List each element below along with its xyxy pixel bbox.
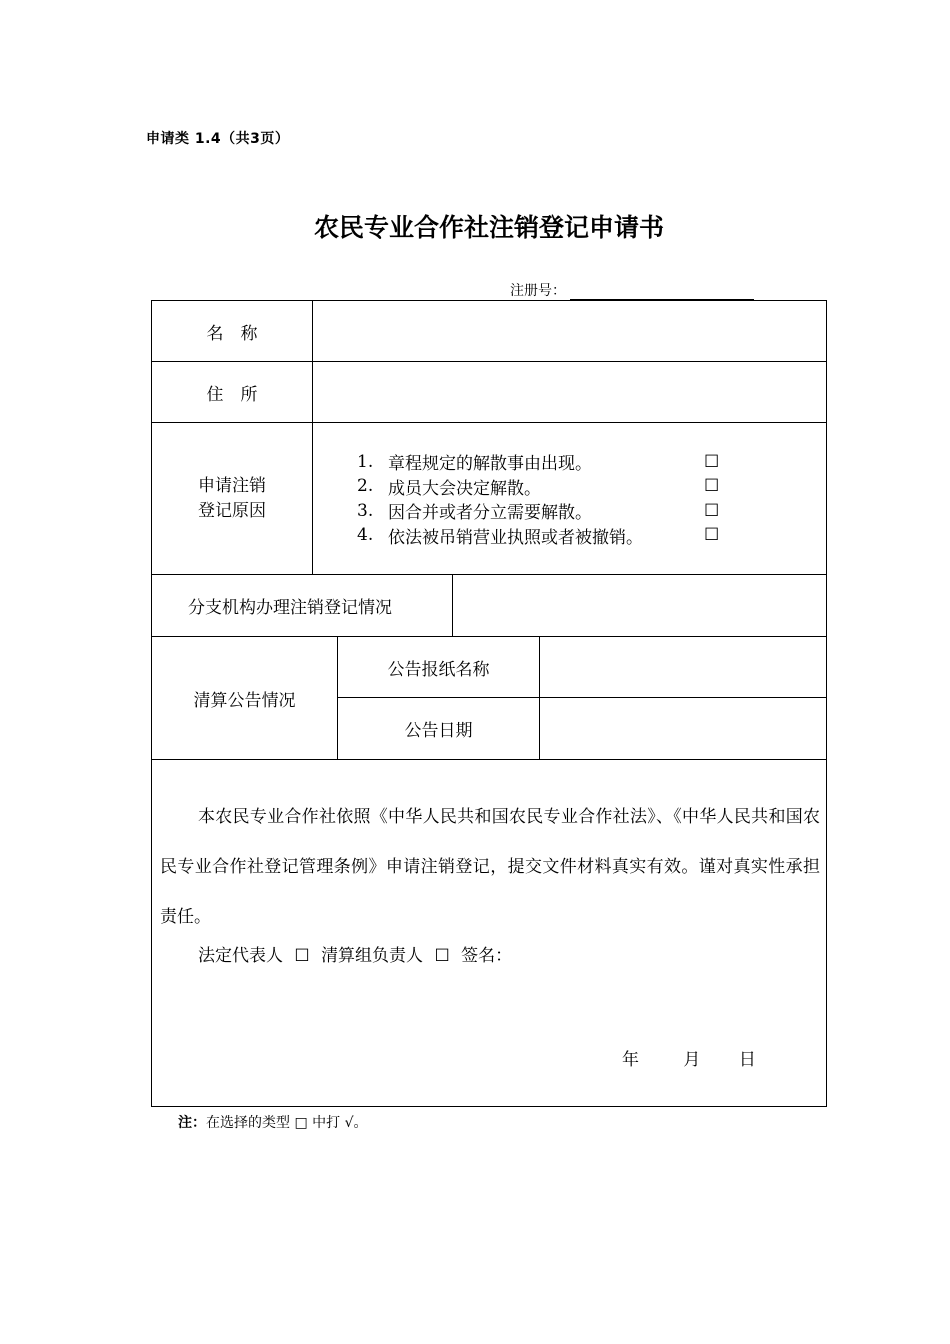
branch-row bbox=[152, 575, 827, 637]
reason-options-cell bbox=[313, 423, 827, 575]
reason-options-list bbox=[313, 450, 826, 548]
reason-option bbox=[357, 499, 826, 524]
declaration-cell bbox=[152, 760, 827, 1107]
reason-label bbox=[152, 423, 313, 575]
liquidation-label: 清算公告情况 bbox=[152, 637, 338, 760]
checkbox-icon[interactable]: ☐ bbox=[704, 525, 720, 546]
signer-liquidation-label: 清算组负责人 bbox=[321, 946, 424, 966]
reason-option-number: 2. bbox=[357, 476, 374, 497]
checkbox-icon[interactable]: ☐ bbox=[704, 451, 720, 472]
footnote bbox=[178, 1112, 368, 1132]
signer-line bbox=[198, 944, 826, 968]
notice-date-label: 公告日期 bbox=[338, 698, 540, 760]
reason-option bbox=[357, 523, 826, 548]
registration-number-field[interactable] bbox=[570, 284, 754, 300]
reason-row bbox=[152, 423, 827, 575]
address-field[interactable] bbox=[313, 362, 827, 423]
reason-option-number: 4. bbox=[357, 525, 374, 546]
reason-option-text: 成员大会决定解散。 bbox=[388, 478, 541, 499]
signature-label: 签名： bbox=[461, 946, 513, 966]
date-line bbox=[622, 1045, 756, 1070]
reason-option-text: 因合并或者分立需要解散。 bbox=[388, 503, 592, 524]
name-field[interactable] bbox=[313, 301, 827, 362]
newspaper-field[interactable] bbox=[540, 637, 827, 698]
registration-number-label: 注册号： bbox=[510, 283, 566, 299]
newspaper-label: 公告报纸名称 bbox=[338, 637, 540, 698]
reason-option bbox=[357, 474, 826, 499]
address-row bbox=[152, 362, 827, 423]
notice-date-field[interactable] bbox=[540, 698, 827, 760]
signer-legal-label: 法定代表人 bbox=[198, 946, 283, 966]
checkbox-icon[interactable]: ☐ bbox=[294, 946, 310, 966]
footnote-label: 注： bbox=[178, 1115, 206, 1131]
application-form-table bbox=[151, 300, 827, 1107]
page-title: 农民专业合作社注销登记申请书 bbox=[313, 213, 664, 242]
footnote-text: 在选择的类型 □ 中打 √。 bbox=[206, 1115, 368, 1131]
reason-label-line1: 申请注销 bbox=[198, 475, 266, 496]
address-label: 住 所 bbox=[152, 362, 313, 423]
name-row bbox=[152, 301, 827, 362]
declaration-row bbox=[152, 760, 827, 1107]
reason-label-line2: 登记原因 bbox=[198, 500, 266, 521]
document-code: 申请类 1.4（共3页） bbox=[146, 131, 290, 147]
reason-option-text: 章程规定的解散事由出现。 bbox=[388, 454, 592, 475]
reason-option-number: 1. bbox=[357, 451, 374, 472]
date-month-label: 月 bbox=[683, 1050, 701, 1070]
checkbox-icon[interactable]: ☐ bbox=[434, 946, 450, 966]
reason-option-number: 3. bbox=[357, 500, 374, 521]
reason-option-text: 依法被吊销营业执照或者被撤销。 bbox=[388, 527, 643, 548]
name-label: 名 称 bbox=[152, 301, 313, 362]
branch-field[interactable] bbox=[453, 575, 827, 637]
newspaper-row bbox=[152, 637, 827, 698]
date-year-label: 年 bbox=[622, 1050, 639, 1070]
date-day-label: 日 bbox=[738, 1050, 756, 1070]
checkbox-icon[interactable]: ☐ bbox=[704, 500, 720, 521]
reason-option bbox=[357, 450, 826, 475]
declaration-text: 本农民专业合作社依照《中华人民共和国农民专业合作社法》、《中华人民共和国农民专业合作社登记管理条例》申请注销登记，提交文件材料真实有效。谨对真实性承担责任。 bbox=[160, 807, 820, 927]
branch-label: 分支机构办理注销登记情况 bbox=[152, 575, 453, 637]
registration-number bbox=[510, 280, 754, 300]
checkbox-icon[interactable]: ☐ bbox=[704, 476, 720, 497]
